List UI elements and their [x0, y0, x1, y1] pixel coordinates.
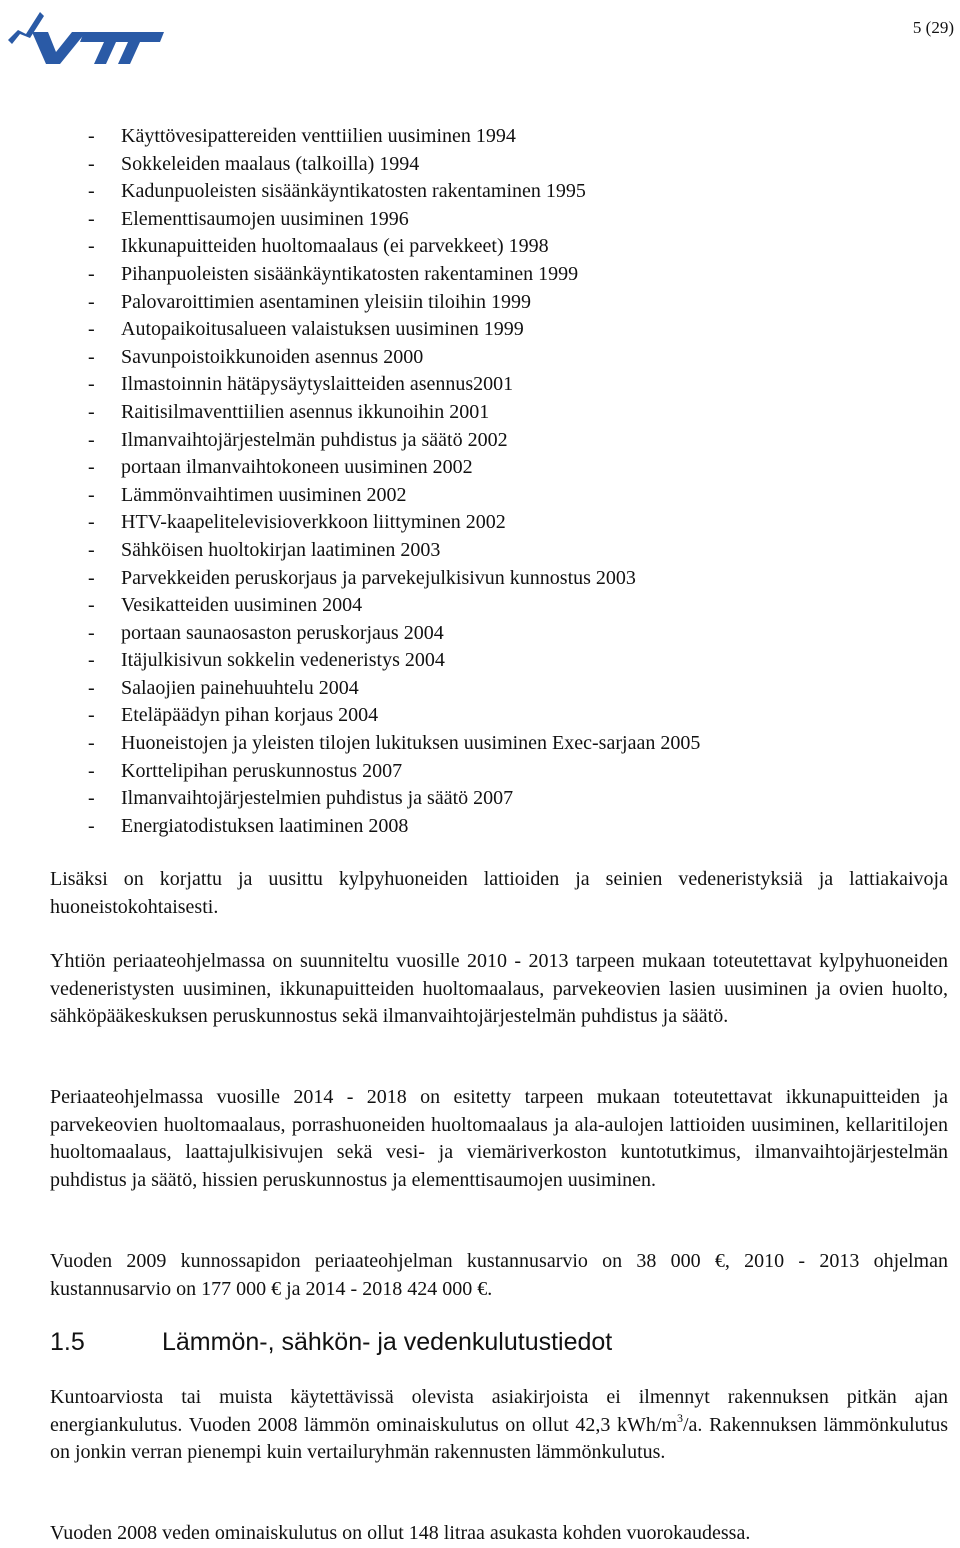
- heat-text-after: /a. Rakennuksen lämmönkulutus on jonkin verran pienempi kuin vertailuryhmän rakennusten lämmönkulutus.: [50, 1413, 948, 1464]
- list-item-text: Raitisilmaventtiilien asennus ikkunoihin 2001: [121, 400, 490, 423]
- list-item: [88, 123, 700, 151]
- list-bullet: -: [88, 676, 95, 699]
- list-item-text: Pihanpuoleisten sisäänkäyntikatosten rakentaminen 1999: [121, 262, 579, 285]
- repair-history-list: [88, 123, 700, 840]
- list-item: [88, 758, 700, 786]
- list-item: [88, 675, 700, 703]
- paragraph-water-consumption: Vuoden 2008 veden ominaiskulutus on ollut 148 litraa asukasta kohden vuorokaudessa.: [50, 1522, 751, 1544]
- list-item: [88, 178, 700, 206]
- list-item-text: Ilmanvaihtojärjestelmän puhdistus ja säätö 2002: [121, 428, 508, 451]
- list-item: [88, 151, 700, 179]
- list-item: [88, 289, 700, 317]
- list-item-text: Vesikatteiden uusiminen 2004: [121, 594, 363, 617]
- list-item: [88, 454, 700, 482]
- list-bullet: -: [88, 456, 95, 479]
- list-item-text: Autopaikoitusalueen valaistuksen uusiminen 1999: [121, 318, 524, 341]
- paragraph-heat-consumption: [50, 1384, 948, 1467]
- list-item-text: Elementtisaumojen uusiminen 1996: [121, 207, 409, 230]
- list-item: [88, 785, 700, 813]
- list-item-text: Salaojien painehuuhtelu 2004: [121, 676, 359, 699]
- list-item-text: Sähköisen huoltokirjan laatiminen 2003: [121, 538, 441, 561]
- list-bullet: -: [88, 262, 95, 285]
- list-item-text: Lämmönvaihtimen uusiminen 2002: [121, 483, 407, 506]
- list-item: [88, 233, 700, 261]
- vtt-logo: [6, 4, 166, 66]
- list-item: [88, 565, 700, 593]
- list-bullet: -: [88, 290, 95, 313]
- list-bullet: -: [88, 318, 95, 341]
- list-item-text: Sokkeleiden maalaus (talkoilla) 1994: [121, 152, 420, 175]
- section-number: 1.5: [50, 1328, 85, 1356]
- list-item-text: Itäjulkisivun sokkelin vedeneristys 2004: [121, 649, 445, 672]
- paragraph-bathroom-repairs: Lisäksi on korjattu ja uusittu kylpyhuoneiden lattioiden ja seinien vedeneristyksiä ja lattiakaivoja huoneistokohtaisesti.: [50, 868, 948, 918]
- list-item-text: Ilmanvaihtojärjestelmien puhdistus ja säätö 2007: [121, 787, 514, 810]
- list-item: [88, 702, 700, 730]
- list-item: [88, 344, 700, 372]
- list-item: [88, 316, 700, 344]
- list-bullet: -: [88, 345, 95, 368]
- list-bullet: -: [88, 704, 95, 727]
- list-item-text: Ilmastoinnin hätäpysäytyslaitteiden asennus2001: [121, 373, 514, 396]
- list-item: [88, 261, 700, 289]
- paragraph-cost-estimate: Vuoden 2009 kunnossapidon periaateohjelman kustannusarvio on 38 000 €, 2010 - 2013 ohjelman kustannusarvio on 177 000 € ja 2014 - 2018 424 000 €.: [50, 1250, 948, 1300]
- list-bullet: -: [88, 125, 95, 147]
- list-item: [88, 482, 700, 510]
- list-item: [88, 647, 700, 675]
- paragraph-plan-2010-2013: Yhtiön periaateohjelmassa on suunniteltu vuosille 2010 - 2013 tarpeen mukaan toteutettavat kylpyhuoneiden vedeneristysten uusiminen, ikkunapuitteiden huoltomaalaus, parvekeovien lasien uusiminen ja ovien huolto, sähköpääkeskuksen peruskunnostus sekä ilmanvaihtojärjestelmän puhdistus ja säätö.: [50, 950, 948, 1028]
- list-item: [88, 371, 700, 399]
- list-item: [88, 509, 700, 537]
- list-bullet: -: [88, 538, 95, 561]
- list-bullet: -: [88, 732, 95, 755]
- list-item-text: portaan saunaosaston peruskorjaus 2004: [121, 621, 444, 644]
- list-bullet: -: [88, 511, 95, 534]
- list-bullet: -: [88, 207, 95, 230]
- superscript-3: 3: [677, 1410, 683, 1425]
- page-number: 5 (29): [912, 18, 954, 37]
- list-item: [88, 730, 700, 758]
- list-item-text: Energiatodistuksen laatiminen 2008: [121, 814, 409, 837]
- heat-text-before: Kuntoarviosta tai muista käytettävissä olevista asiakirjoista ei ilmennyt rakennuksen pitkän ajan energiankulutus. Vuoden 2008 lämmön ominaiskulutus on ollut 42,3 kWh/m: [50, 1386, 948, 1436]
- list-item-text: Ikkunapuitteiden huoltomaalaus (ei parvekkeet) 1998: [121, 235, 549, 258]
- list-item: [88, 537, 700, 565]
- list-item-text: Käyttövesipattereiden venttiilien uusiminen 1994: [121, 125, 516, 147]
- list-bullet: -: [88, 759, 95, 782]
- list-bullet: -: [88, 180, 95, 203]
- list-bullet: -: [88, 152, 95, 175]
- list-item-text: HTV-kaapelitelevisioverkkoon liittyminen 2002: [121, 511, 506, 534]
- list-item-text: Kadunpuoleisten sisäänkäyntikatosten rakentaminen 1995: [121, 180, 586, 203]
- list-item: [88, 592, 700, 620]
- list-item: [88, 620, 700, 648]
- list-bullet: -: [88, 814, 95, 837]
- list-item-text: Eteläpäädyn pihan korjaus 2004: [121, 704, 379, 727]
- list-bullet: -: [88, 373, 95, 396]
- list-item-text: Korttelipihan peruskunnostus 2007: [121, 759, 403, 782]
- list-item-text: portaan ilmanvaihtokoneen uusiminen 2002: [121, 456, 473, 479]
- vtt-logo-icon: [6, 4, 166, 66]
- section-heading: [50, 1328, 612, 1357]
- list-item-text: Huoneistojen ja yleisten tilojen lukituksen uusiminen Exec-sarjaan 2005: [121, 732, 701, 755]
- list-bullet: -: [88, 428, 95, 451]
- list-bullet: -: [88, 400, 95, 423]
- list-item: [88, 206, 700, 234]
- section-title: Lämmön-, sähkön- ja vedenkulutustiedot: [162, 1328, 613, 1356]
- list-bullet: -: [88, 787, 95, 810]
- list-item-text: Parvekkeiden peruskorjaus ja parvekejulkisivun kunnostus 2003: [121, 566, 636, 589]
- list-item: [88, 427, 700, 455]
- list-item: [88, 399, 700, 427]
- list-item: [88, 813, 700, 841]
- list-bullet: -: [88, 483, 95, 506]
- paragraph-plan-2014-2018: Periaateohjelmassa vuosille 2014 - 2018 on esitetty tarpeen mukaan toteutettavat ikkunapuitteiden ja parvekeovien huoltomaalaus, porrashuoneiden huoltomaalaus ja ala-aulojen lattioiden uusiminen, kellaritilojen huoltomaalaus, laattajulkisivujen sekä vesi- ja viemäriverkoston kuntotutkimus, ilmanvaihtojärjestelmän puhdistus ja säätö, hissien peruskunnostus ja elementtisaumojen uusiminen.: [50, 1086, 948, 1191]
- list-bullet: -: [88, 235, 95, 258]
- list-item-text: Savunpoistoikkunoiden asennus 2000: [121, 345, 424, 368]
- list-bullet: -: [88, 566, 95, 589]
- list-bullet: -: [88, 594, 95, 617]
- list-item-text: Palovaroittimien asentaminen yleisiin tiloihin 1999: [121, 290, 531, 313]
- list-bullet: -: [88, 621, 95, 644]
- list-bullet: -: [88, 649, 95, 672]
